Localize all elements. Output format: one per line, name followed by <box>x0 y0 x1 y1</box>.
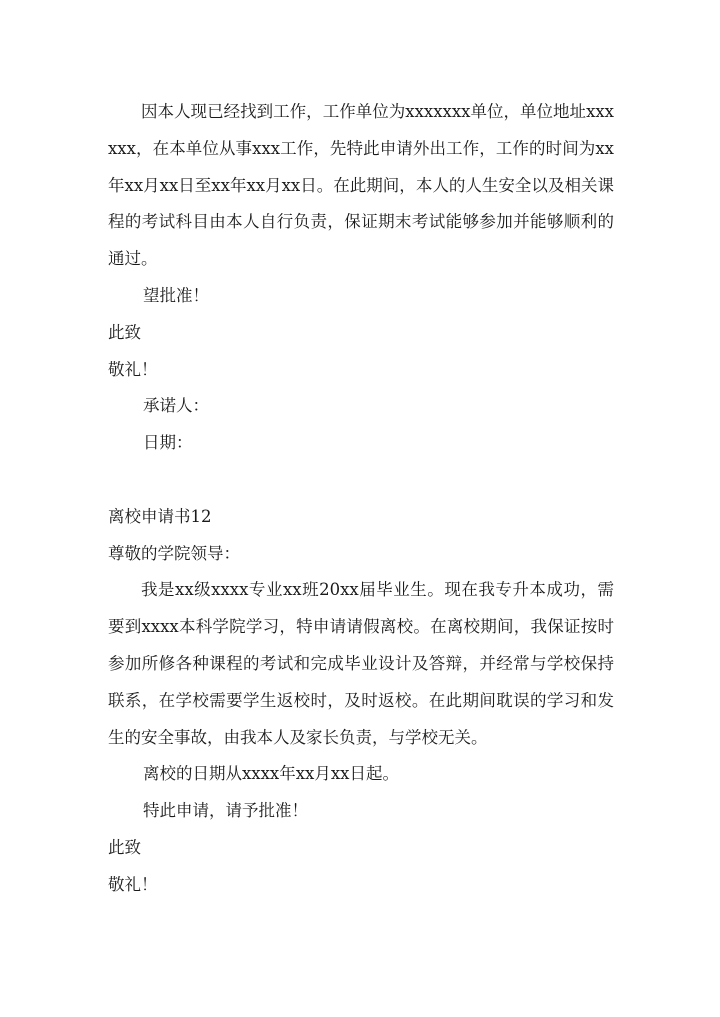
section-gap <box>108 462 614 499</box>
letter1-closing-line1: 此致 <box>108 322 141 342</box>
letter2-title: 离校申请书12 <box>108 506 212 526</box>
document-content <box>108 94 614 904</box>
letter2-request: 特此申请，请予批准！ <box>143 801 308 821</box>
letter2-leave-date: 离校的日期从xxxx年xx月xx日起。 <box>143 764 399 784</box>
letter2-body-paragraph: 我是xx级xxxx专业xx班20xx届毕业生。现在我专升本成功，需要到xxxx本科学院学习，特申请请假离校。在离校期间，我保证按时参加所修各种课程的考试和完成毕业设计及答辩，并经常与学校保持联系，在学校需要学生返校时，及时返校。在此期间耽误的学习和发生的安全事故，由我本人及家长负责，与学校无关。 <box>108 580 614 747</box>
letter1-closing-line2: 敬礼！ <box>108 359 158 379</box>
letter1-date-label: 日期： <box>143 433 193 453</box>
letter2-closing-line1: 此致 <box>108 837 141 857</box>
letter1-request: 望批准！ <box>143 285 209 305</box>
letter2-closing-line2: 敬礼！ <box>108 874 158 894</box>
letter1-body-paragraph: 因本人现已经找到工作，工作单位为xxxxxxx单位，单位地址xxxxxx，在本单位从事xxx工作，先特此申请外出工作，工作的时间为xx年xx月xx日至xx年xx月xx日。在此期间，本人的人生安全以及相关课程的考试科目由本人自行负责，保证期末考试能够参加并能够顺利的通过。 <box>108 102 614 269</box>
letter2-salutation: 尊敬的学院领导： <box>108 543 240 563</box>
letter1-signer-label: 承诺人： <box>143 396 209 416</box>
